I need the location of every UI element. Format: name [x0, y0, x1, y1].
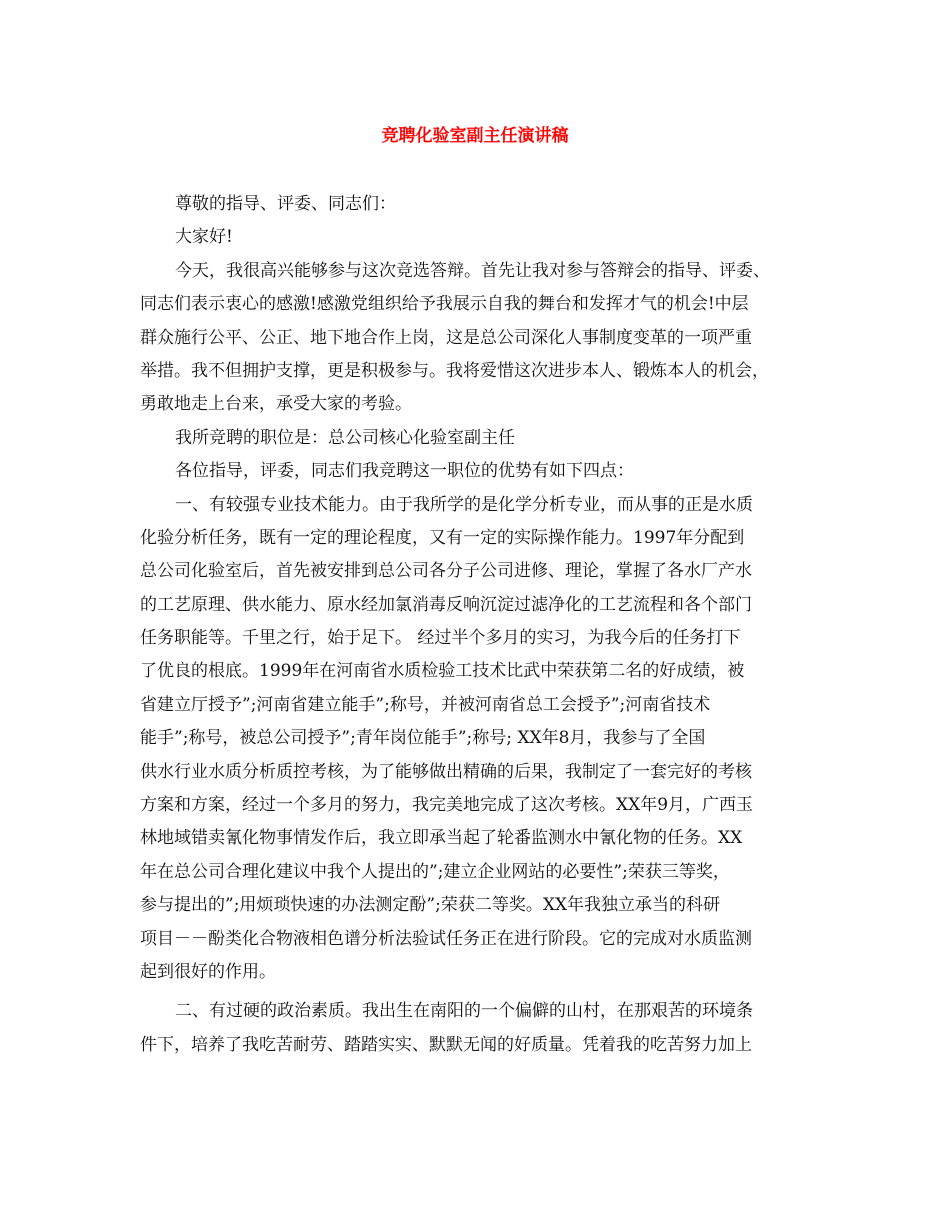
- text-line: 参与提出的”;用烦琐快速的办法测定酚”;荣获二等奖。XX年我独立承当的科研: [140, 895, 721, 916]
- text-line: 尊敬的指导、评委、同志们：: [175, 194, 396, 214]
- text-line: 林地域错卖氰化物事情发作后，我立即承当起了轮番监测水中氰化物的任务。XX: [140, 828, 743, 849]
- text-line: 起到很好的作用。: [140, 961, 276, 982]
- text-line: 化验分析任务，既有一定的理论程度，又有一定的实际操作能力。1997年分配到: [140, 527, 745, 548]
- text-line: 一、有较强专业技术能力。由于我所学的是化学分析专业，而从事的正是水质: [175, 494, 753, 515]
- text-line: 二、有过硬的政治素质。我出生在南阳的一个偏僻的山村，在那艰苦的环境条: [175, 1001, 753, 1022]
- text-line: 任务职能等。千里之行，始于足下。 经过半个多月的实习，为我今后的任务打下: [140, 628, 741, 649]
- text-line: 件下，培养了我吃苦耐劳、踏踏实实、默默无闻的好质量。凭着我的吃苦努力加上: [140, 1034, 752, 1055]
- text-line: 项目－－酚类化合物液相色谱分析法验试任务正在进行阶段。它的完成对水质监测: [140, 928, 752, 949]
- text-line: 我所竞聘的职位是：总公司核心化验室副主任: [175, 427, 515, 448]
- text-line: 的工艺原理、供水能力、原水经加氯消毒反响沉淀过滤净化的工艺流程和各个部门: [140, 594, 752, 615]
- document-body: [140, 188, 817, 1062]
- text-line: 勇敢地走上台来，承受大家的考验。: [140, 394, 412, 415]
- text-line: 各位指导，评委，同志们我竞聘这一职位的优势有如下四点：: [175, 461, 634, 482]
- text-line: 供水行业水质分析质控考核，为了能够做出精确的后果，我制定了一套完好的考核: [140, 761, 752, 782]
- text-line: 年在总公司合理化建议中我个人提出的”;建立企业网站的必要性”;荣获三等奖，: [140, 861, 730, 882]
- text-line: 大家好!: [175, 227, 233, 248]
- text-line: 总公司化验室后，首先被安排到总公司各分子公司进修、理论，掌握了各水厂产水: [140, 561, 752, 582]
- text-line: 方案和方案，经过一个多月的努力，我完美地完成了这次考核。XX年9月，广西玉: [140, 795, 754, 816]
- text-line: 举措。我不但拥护支撑，更是积极参与。我将爱惜这次进步本人、锻炼本人的机会，: [140, 360, 769, 381]
- text-line: 了优良的根底。1999年在河南省水质检验工技术比武中荣获第二名的好成绩，被: [140, 661, 745, 682]
- text-line: 能手”;称号，被总公司授予”;青年岗位能手”;称号; XX年8月，我参与了全国: [140, 728, 706, 749]
- text-line: 同志们表示衷心的感激!感激党组织给予我展示自我的舞台和发挥才气的机会!中层: [140, 294, 749, 315]
- document-title: 竞聘化验室副主任演讲稿: [381, 126, 569, 146]
- text-line: 群众施行公平、公正、地下地合作上岗，这是总公司深化人事制度变革的一项严重: [140, 327, 752, 348]
- text-line: 今天，我很高兴能够参与这次竞选答辩。首先让我对参与答辩会的指导、评委、: [175, 260, 770, 281]
- text-line: 省建立厅授予”;河南省建立能手”;称号，并被河南省总工会授予”;河南省技术: [140, 694, 711, 715]
